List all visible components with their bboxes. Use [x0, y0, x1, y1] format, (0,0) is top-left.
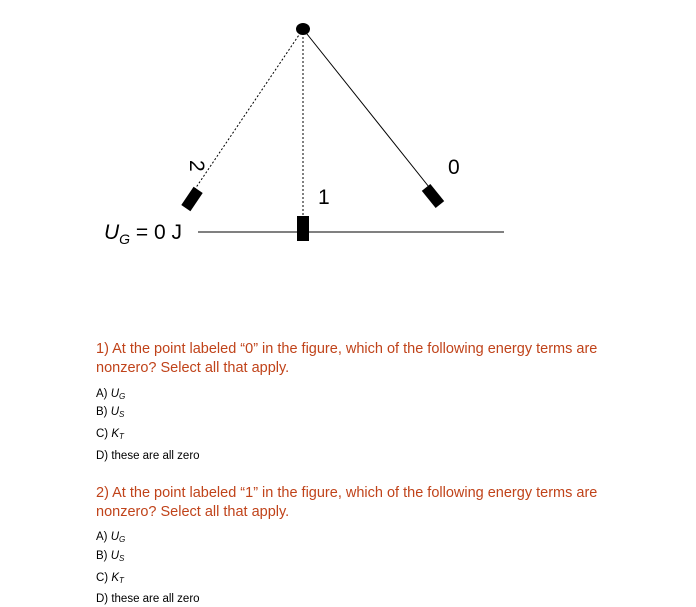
label-position-2: 2: [185, 160, 208, 172]
string-position-2: [193, 29, 303, 192]
question-2-option-c[interactable]: C) $K_T$: [96, 572, 124, 585]
question-2-option-a[interactable]: A) $U_G$: [96, 531, 126, 544]
question-1-option-d[interactable]: D) these are all zero: [96, 450, 200, 462]
label-position-1: 1: [318, 186, 330, 209]
question-1-option-b[interactable]: B) $U_S$: [96, 406, 125, 419]
bob-position-2: [181, 187, 202, 211]
question-2-option-b[interactable]: B) $U_S$: [96, 550, 125, 563]
pendulum-diagram: [0, 0, 696, 250]
ug-symbol: U: [104, 221, 120, 244]
string-position-0: [303, 29, 433, 192]
question-1-option-c[interactable]: C) $K_T$: [96, 428, 124, 441]
question-1-option-a[interactable]: A) $U_G$: [96, 388, 126, 401]
bob-position-1: [297, 216, 309, 241]
zero-potential-label: [104, 221, 182, 247]
ug-equation-rest: = 0 J: [130, 221, 183, 244]
ug-subscript: G: [119, 231, 131, 247]
label-position-0: 0: [448, 156, 460, 179]
question-2-option-d[interactable]: D) these are all zero: [96, 593, 200, 605]
question-2-text: 2) At the point labeled “1” in the figure, which of the following energy terms are nonzero? Select all that apply.: [96, 485, 598, 520]
bob-position-0: [422, 184, 444, 208]
question-1-text: 1) At the point labeled “0” in the figure, which of the following energy terms are nonzero? Select all that apply.: [96, 341, 598, 376]
